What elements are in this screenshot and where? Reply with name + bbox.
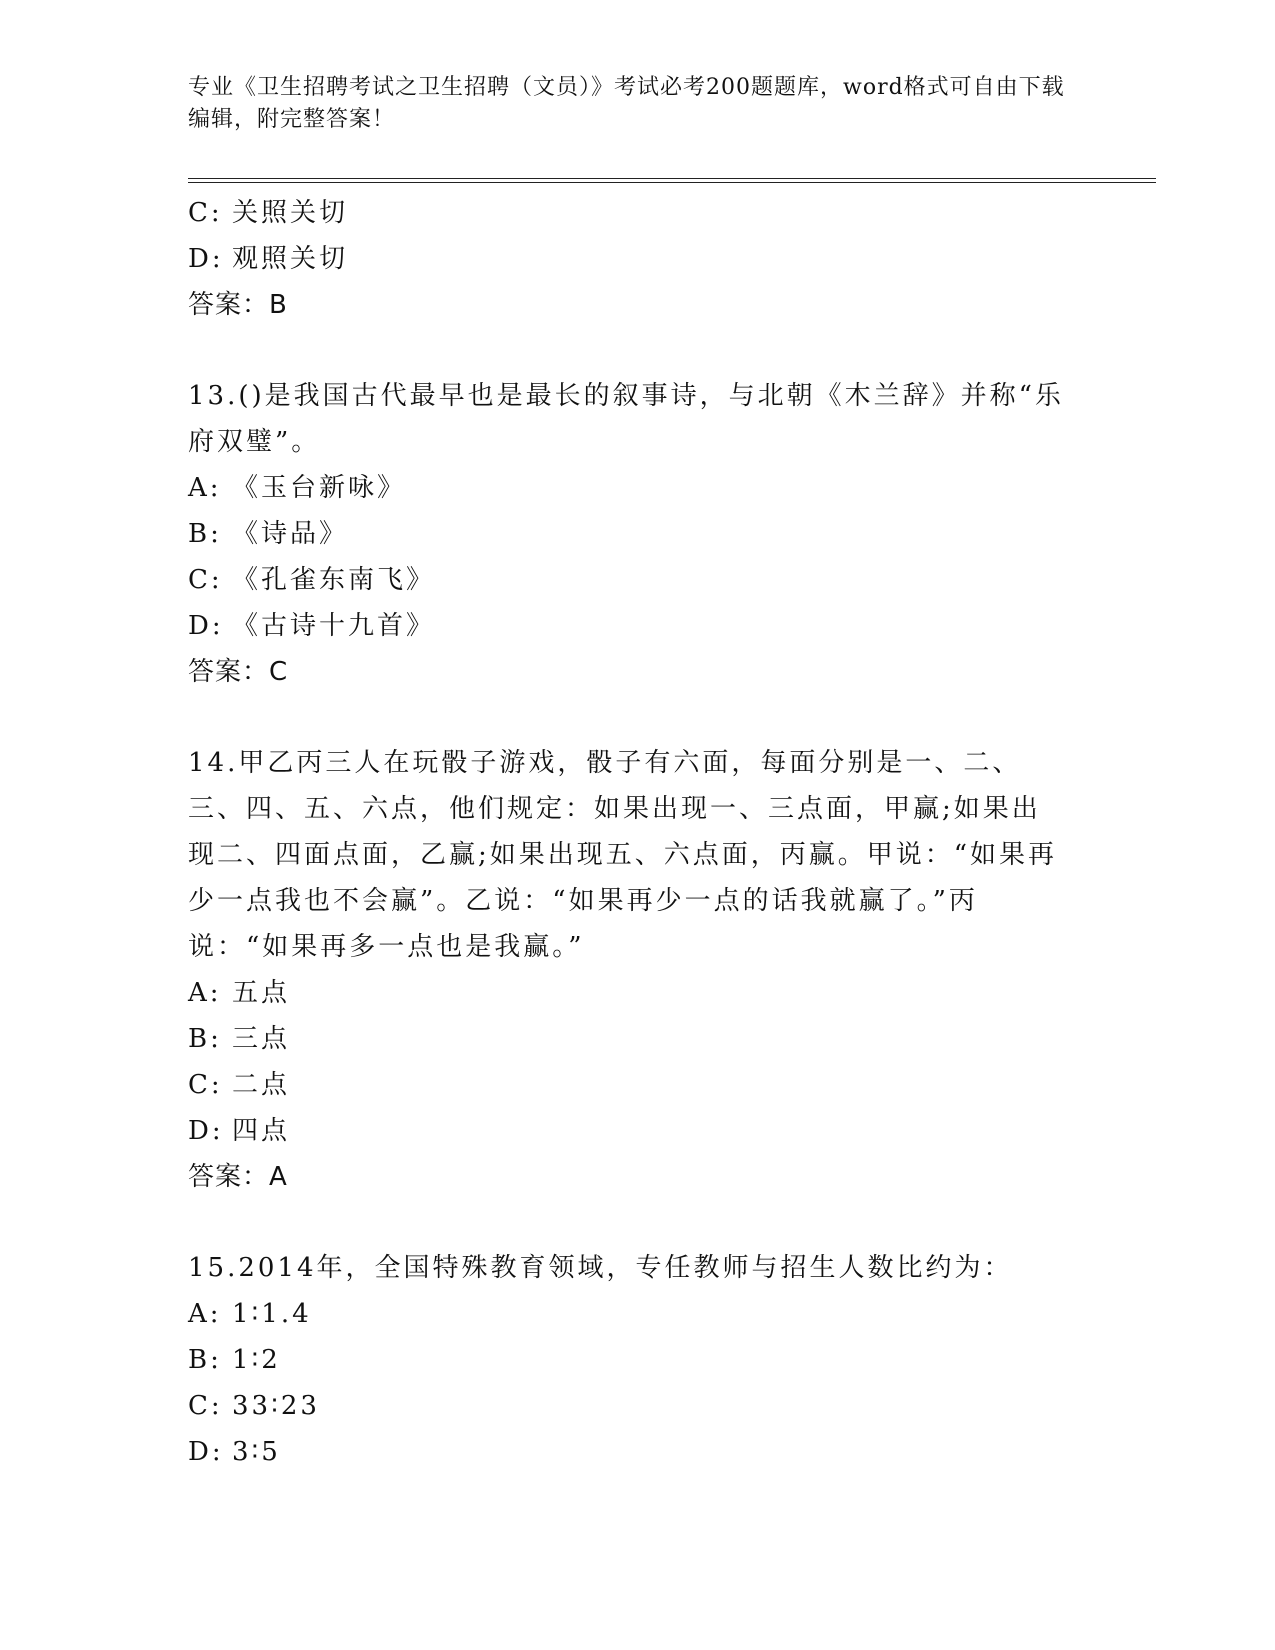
answer-line: 答案：A — [188, 1162, 288, 1192]
option-label: D: — [188, 1116, 224, 1146]
option-label: B: — [188, 519, 222, 549]
option-row — [188, 603, 1088, 649]
option-text: 关照关切 — [232, 198, 349, 228]
option-label: B: — [188, 1345, 222, 1375]
option-label: C: — [188, 1070, 223, 1100]
option-text: 《诗品》 — [232, 519, 349, 549]
option-label: A: — [188, 1299, 222, 1329]
option-label: D: — [188, 1437, 224, 1467]
option-text: 《古诗十九首》 — [232, 611, 436, 641]
header-divider — [188, 178, 1156, 183]
answer-line: 答案：B — [188, 290, 288, 320]
option-row — [188, 970, 1088, 1016]
option-row — [188, 511, 1088, 557]
option-row — [188, 1016, 1088, 1062]
option-label: A: — [188, 473, 222, 503]
option-text: 《孔雀东南飞》 — [232, 565, 436, 595]
option-label: C: — [188, 198, 223, 228]
option-text: 观照关切 — [232, 244, 349, 274]
option-text: 1∶1.4 — [232, 1299, 312, 1329]
question-text: 13.()是我国古代最早也是最长的叙事诗，与北朝《木兰辞》并称“乐府双璧”。 — [188, 381, 1064, 457]
option-label: D: — [188, 611, 224, 641]
option-row — [188, 1383, 1088, 1429]
option-label: C: — [188, 565, 223, 595]
option-row — [188, 1429, 1088, 1475]
option-row — [188, 236, 1088, 282]
question-text: 15.2014年，全国特殊教育领域，专任教师与招生人数比约为： — [188, 1253, 1013, 1283]
option-text: 《玉台新咏》 — [232, 473, 407, 503]
option-label: A: — [188, 978, 222, 1008]
answer-line: 答案：C — [188, 657, 289, 687]
option-row — [188, 190, 1088, 236]
option-label: D: — [188, 244, 224, 274]
option-text: 三点 — [232, 1024, 291, 1054]
document-header: 专业《卫生招聘考试之卫生招聘（文员）》考试必考200题题库，word格式可自由下载编辑，附完整答案！ — [188, 75, 1065, 132]
option-row — [188, 1062, 1088, 1108]
spacer — [188, 1200, 1088, 1245]
spacer — [188, 328, 1088, 373]
option-label: C: — [188, 1391, 223, 1421]
question-text: 14.甲乙丙三人在玩骰子游戏，骰子有六面，每面分别是一、二、三、四、五、六点，他们规定：如果出现一、三点面，甲赢;如果出现二、四面点面，乙赢;如果出现五、六点面，丙赢。甲说：“如果再少一点我也不会赢”。乙说：“如果再少一点的话我就赢了。”丙说：“如果再多一点也是我赢。” — [188, 748, 1058, 962]
option-row — [188, 557, 1088, 603]
spacer — [188, 695, 1088, 740]
option-text: 五点 — [232, 978, 291, 1008]
option-label: B: — [188, 1024, 222, 1054]
option-row — [188, 1291, 1088, 1337]
option-text: 四点 — [232, 1116, 291, 1146]
option-text: 1∶2 — [232, 1345, 281, 1375]
option-text: 3∶5 — [232, 1437, 281, 1467]
option-row — [188, 465, 1088, 511]
option-text: 二点 — [232, 1070, 291, 1100]
option-row — [188, 1108, 1088, 1154]
question-list — [188, 190, 1088, 1475]
option-text: 33∶23 — [232, 1391, 320, 1421]
option-row — [188, 1337, 1088, 1383]
